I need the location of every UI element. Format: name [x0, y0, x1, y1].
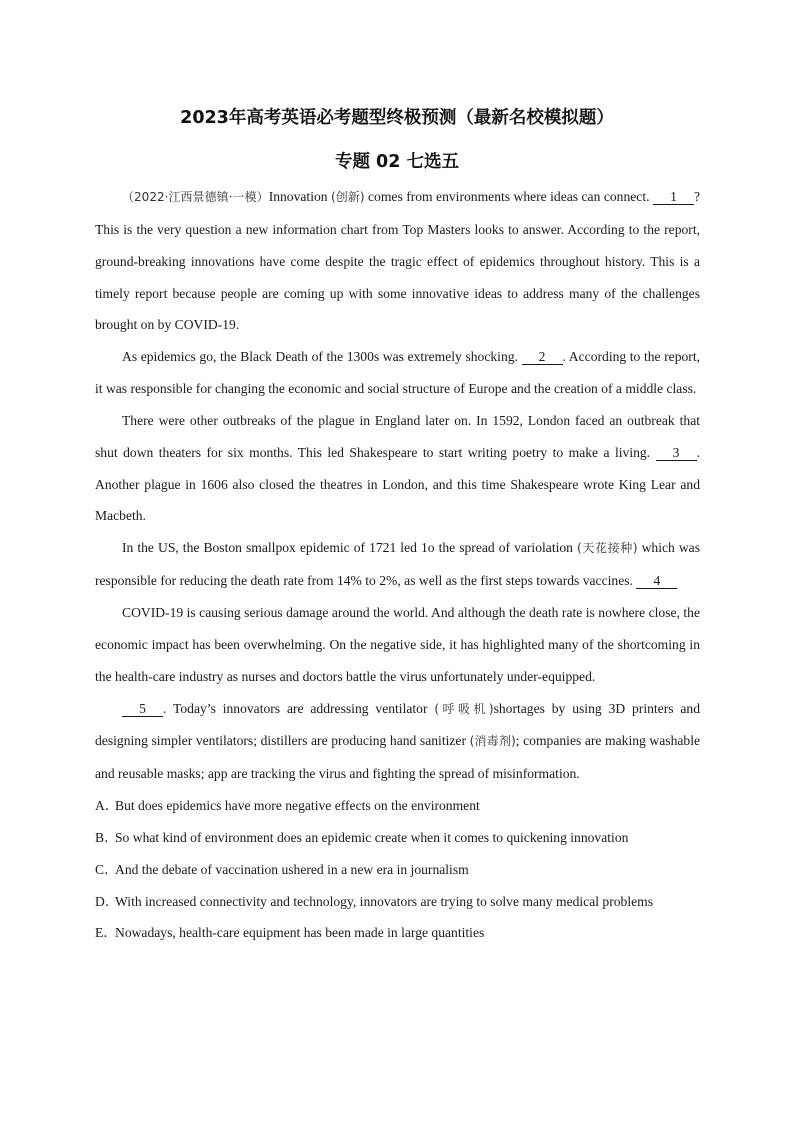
blank-4[interactable]: 4: [636, 574, 677, 589]
option-text: So what kind of environment does an epidemic create when it comes to quickening innovation: [115, 829, 629, 845]
option-text: Nowadays, health-care equipment has been made in large quantities: [115, 925, 485, 941]
blank-3[interactable]: 3: [656, 446, 697, 461]
option-c[interactable]: [95, 854, 700, 886]
blank-5[interactable]: 5: [122, 702, 163, 717]
paragraph-2: [95, 341, 700, 405]
paragraph-3-text-a: There were other outbreaks of the plague in England later on. In 1592, London faced an outbreak that shut down theaters for six months. This led Shakespeare to start writing poetry to make a living.: [95, 412, 700, 460]
option-text: But does epidemics have more negative effects on the environment: [115, 798, 480, 814]
chinese-gloss: (消毒剂): [469, 734, 516, 749]
chinese-gloss: (呼吸机): [434, 701, 494, 716]
paragraph-5: [95, 597, 700, 693]
paragraph-1-text-c: ? This is the very question a new information chart from Top Masters looks to answer. According to the report, ground-breaking innovations have come despite the tragic effect of epidemics throughout history. This is a timely report because people are coming up with some innovative ideas to address many of the challenges brought on by COVID-19.: [95, 189, 701, 333]
paragraph-1-text-b: comes from environments where ideas can connect.: [368, 189, 650, 204]
paragraph-2-text-a: As epidemics go, the Black Death of the 1300s was extremely shocking.: [122, 349, 518, 365]
paragraph-4-text-a: In the US, the Boston smallpox epidemic of 1721 led 1o the spread of variolation: [122, 540, 573, 556]
option-text: With increased connectivity and technology, innovators are trying to solve many medical problems: [115, 893, 654, 909]
paragraph-3: [95, 405, 700, 532]
option-letter: D．: [95, 893, 119, 909]
option-d[interactable]: [95, 886, 700, 918]
paragraph-1-text-a: Innovation: [268, 189, 328, 204]
paragraph-2-text-b: . According to the report, it was responsible for changing the economic and social structure of Europe and the creation of a middle class.: [95, 349, 701, 397]
paragraph-6: [95, 693, 700, 791]
option-letter: B．: [95, 829, 118, 845]
option-letter: E．: [95, 925, 117, 941]
option-b[interactable]: [95, 822, 700, 854]
source-label: （2022·江西景德镇·一模）: [122, 190, 269, 204]
chinese-gloss: (创新): [331, 190, 365, 204]
passage-body: [95, 181, 700, 949]
paragraph-1: [95, 181, 700, 341]
paragraph-4: [95, 532, 700, 597]
option-letter: A．: [95, 798, 119, 814]
blank-1[interactable]: 1: [653, 190, 694, 205]
page-title: 2023年高考英语必考题型终极预测（最新名校模拟题）: [180, 108, 614, 128]
section-subtitle: 专题 02 七选五: [334, 152, 460, 172]
paragraph-5-text: COVID-19 is causing serious damage around the world. And although the death rate is nowhere close, the economic impact has been overwhelming. On the negative side, it has highlighted many of the shortcoming in the health-care industry as nurses and doctors battle the virus unfortunately under-equipped.: [95, 604, 700, 684]
chinese-gloss: (天花接种): [577, 541, 638, 556]
paragraph-6-text-c: ; companies are making washable and reusable masks; app are tracking the virus and fighting the spread of misinformation.: [95, 733, 701, 782]
option-e[interactable]: [95, 917, 700, 949]
option-letter: C．: [95, 861, 118, 877]
paragraph-6-text-a: . Today’s innovators are addressing ventilator: [163, 700, 428, 716]
paragraph-4-text-b: which was responsible for reducing the death rate from 14% to 2%, as well as the first steps towards vaccines.: [95, 540, 701, 589]
option-text: And the debate of vaccination ushered in a new era in journalism: [115, 861, 469, 877]
paragraph-3-text-b: . Another plague in 1606 also closed the theatres in London, and this time Shakespeare wrote King Lear and Macbeth.: [95, 444, 700, 524]
option-a[interactable]: [95, 790, 700, 822]
paragraph-6-text-b: shortages by using 3D printers and designing simpler ventilators; distillers are producing hand sanitizer: [95, 700, 700, 749]
blank-2[interactable]: 2: [522, 350, 563, 365]
